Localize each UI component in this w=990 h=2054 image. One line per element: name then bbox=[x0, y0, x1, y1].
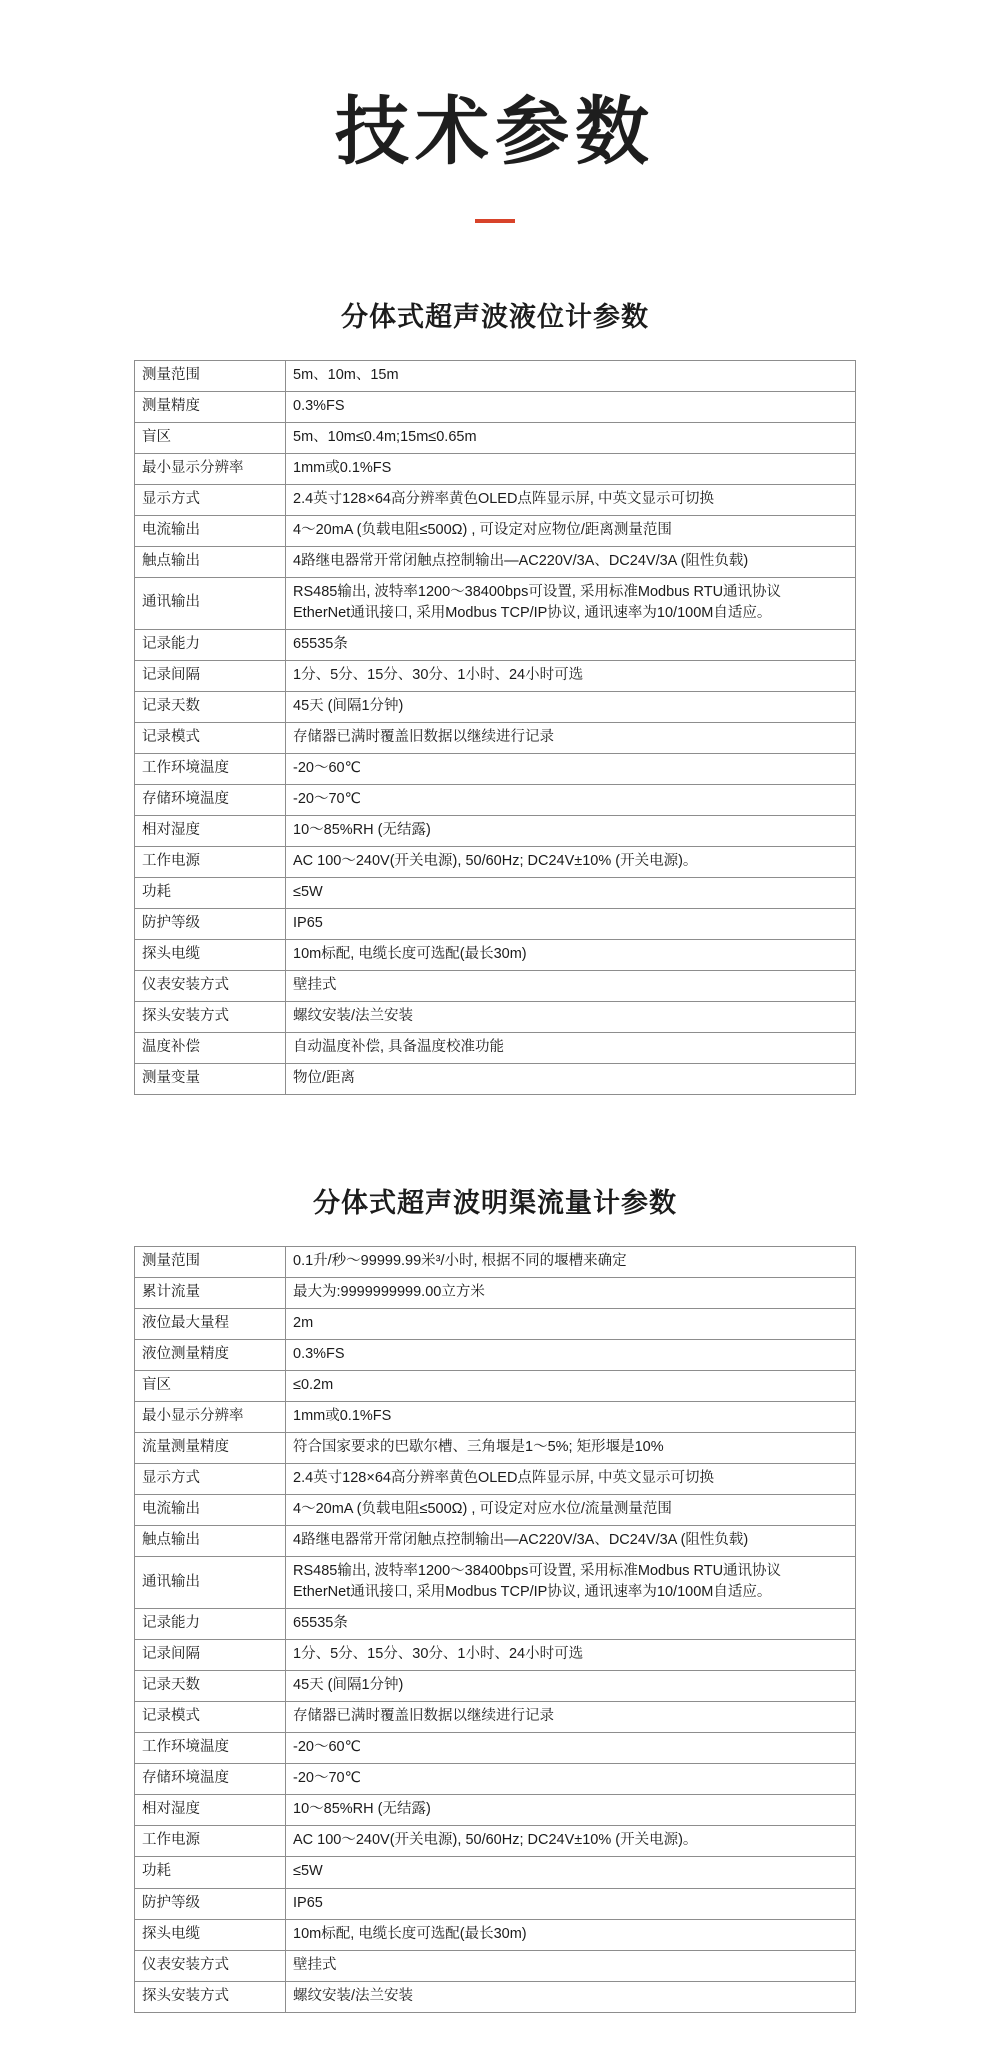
spec-value-line: 10m标配, 电缆长度可选配(最长30m) bbox=[293, 946, 527, 963]
table-row bbox=[135, 878, 856, 909]
spec-value-line: 存储器已满时覆盖旧数据以继续进行记录 bbox=[293, 728, 554, 745]
spec-key: 存储环境温度 bbox=[135, 785, 286, 816]
spec-key: 相对湿度 bbox=[135, 816, 286, 847]
table-row bbox=[135, 1919, 856, 1950]
spec-key: 液位测量精度 bbox=[135, 1340, 286, 1371]
table-row bbox=[135, 1340, 856, 1371]
spec-value bbox=[286, 660, 856, 691]
spec-value bbox=[286, 722, 856, 753]
section-title-flow-meter: 分体式超声波明渠流量计参数 bbox=[313, 1188, 677, 1219]
spec-key: 工作环境温度 bbox=[135, 1733, 286, 1764]
spec-value-line: 45天 (间隔1分钟) bbox=[293, 1677, 404, 1694]
spec-value bbox=[286, 1495, 856, 1526]
spec-value bbox=[286, 1033, 856, 1064]
spec-value bbox=[286, 940, 856, 971]
table-row bbox=[135, 816, 856, 847]
spec-value bbox=[286, 971, 856, 1002]
spec-value-line: 1mm或0.1%FS bbox=[293, 1408, 392, 1425]
spec-value-line: ≤5W bbox=[293, 1863, 323, 1880]
spec-key: 探头电缆 bbox=[135, 1919, 286, 1950]
table-row bbox=[135, 1671, 856, 1702]
spec-key: 测量范围 bbox=[135, 360, 286, 391]
spec-key: 显示方式 bbox=[135, 484, 286, 515]
table-row bbox=[135, 1950, 856, 1981]
spec-value bbox=[286, 1526, 856, 1557]
table-row bbox=[135, 754, 856, 785]
spec-value-line: 1分、5分、15分、30分、1小时、24小时可选 bbox=[293, 666, 584, 683]
spec-value bbox=[286, 754, 856, 785]
spec-value-line: 10～85%RH (无结露) bbox=[293, 1801, 431, 1818]
spec-table-flow-meter bbox=[134, 1246, 856, 2012]
spec-value bbox=[286, 1702, 856, 1733]
spec-key: 存储环境温度 bbox=[135, 1764, 286, 1795]
table-row bbox=[135, 422, 856, 453]
spec-value-line: 壁挂式 bbox=[293, 977, 337, 994]
table-row bbox=[135, 1495, 856, 1526]
spec-key: 盲区 bbox=[135, 422, 286, 453]
table-row bbox=[135, 1640, 856, 1671]
table-row bbox=[135, 1826, 856, 1857]
spec-value bbox=[286, 1764, 856, 1795]
spec-value-line: 最大为:9999999999.00立方米 bbox=[293, 1284, 485, 1301]
spec-value bbox=[286, 515, 856, 546]
spec-key: 记录天数 bbox=[135, 691, 286, 722]
table-row bbox=[135, 1981, 856, 2012]
spec-value-line: 45天 (间隔1分钟) bbox=[293, 697, 404, 714]
spec-value-line: 2.4英寸128×64高分辨率黄色OLED点阵显示屏, 中英文显示可切换 bbox=[293, 1470, 714, 1487]
spec-key: 工作电源 bbox=[135, 847, 286, 878]
spec-key: 电流输出 bbox=[135, 515, 286, 546]
spec-value bbox=[286, 691, 856, 722]
spec-value bbox=[286, 1857, 856, 1888]
spec-value-line: ≤5W bbox=[293, 884, 323, 901]
spec-value bbox=[286, 577, 856, 629]
table-row bbox=[135, 1064, 856, 1095]
spec-value-line: 存储器已满时覆盖旧数据以继续进行记录 bbox=[293, 1708, 554, 1725]
spec-value bbox=[286, 909, 856, 940]
spec-value bbox=[286, 1640, 856, 1671]
spec-value bbox=[286, 360, 856, 391]
table-row bbox=[135, 1733, 856, 1764]
page-title: 技术参数 bbox=[335, 90, 655, 173]
spec-value-line: 螺纹安装/法兰安装 bbox=[293, 1987, 414, 2004]
table-row bbox=[135, 1033, 856, 1064]
table-row bbox=[135, 360, 856, 391]
spec-value-line: AC 100～240V(开关电源), 50/60Hz; DC24V±10% (开关电源)。 bbox=[293, 1832, 698, 1849]
spec-key: 最小显示分辨率 bbox=[135, 453, 286, 484]
spec-value bbox=[286, 1278, 856, 1309]
table-row bbox=[135, 971, 856, 1002]
spec-value bbox=[286, 422, 856, 453]
spec-value-line: EtherNet通讯接口, 采用Modbus TCP/IP协议, 通讯速率为10/100M自适应。 bbox=[293, 604, 772, 621]
spec-value bbox=[286, 1826, 856, 1857]
spec-value bbox=[286, 1981, 856, 2012]
spec-value bbox=[286, 1064, 856, 1095]
table-row bbox=[135, 1247, 856, 1278]
spec-value bbox=[286, 1671, 856, 1702]
spec-value-line: -20～70℃ bbox=[293, 791, 361, 808]
spec-key: 触点输出 bbox=[135, 1526, 286, 1557]
spec-key: 电流输出 bbox=[135, 1495, 286, 1526]
table-row bbox=[135, 1557, 856, 1609]
spec-value-line: 5m、10m≤0.4m;15m≤0.65m bbox=[293, 428, 477, 445]
spec-key: 记录间隔 bbox=[135, 1640, 286, 1671]
spec-value bbox=[286, 1247, 856, 1278]
spec-key: 功耗 bbox=[135, 1857, 286, 1888]
table-row bbox=[135, 1609, 856, 1640]
spec-value-line: -20～60℃ bbox=[293, 1739, 361, 1756]
spec-value-line: -20～60℃ bbox=[293, 760, 361, 776]
spec-key: 记录模式 bbox=[135, 1702, 286, 1733]
spec-table-level-meter bbox=[134, 360, 856, 1095]
spec-value bbox=[286, 878, 856, 909]
spec-value bbox=[286, 1950, 856, 1981]
spec-value-line: RS485输出, 波特率1200～38400bps可设置, 采用标准Modbus RTU通讯协议 bbox=[293, 583, 782, 600]
table-row bbox=[135, 1888, 856, 1919]
spec-value-line: 4～20mA (负载电阻≤500Ω) , 可设定对应水位/流量测量范围 bbox=[293, 1501, 672, 1518]
table-row bbox=[135, 515, 856, 546]
spec-key: 记录能力 bbox=[135, 1609, 286, 1640]
table-row bbox=[135, 453, 856, 484]
table-row bbox=[135, 940, 856, 971]
table-row bbox=[135, 1371, 856, 1402]
spec-key: 工作电源 bbox=[135, 1826, 286, 1857]
table-row bbox=[135, 1857, 856, 1888]
spec-value bbox=[286, 484, 856, 515]
table-row bbox=[135, 1464, 856, 1495]
spec-value bbox=[286, 1888, 856, 1919]
spec-value bbox=[286, 1002, 856, 1033]
table-row bbox=[135, 1402, 856, 1433]
table-row bbox=[135, 660, 856, 691]
spec-key: 测量精度 bbox=[135, 391, 286, 422]
spec-table-body-level-meter bbox=[135, 360, 856, 1094]
spec-key: 记录模式 bbox=[135, 722, 286, 753]
spec-value-line: 10～85%RH (无结露) bbox=[293, 822, 431, 839]
spec-value bbox=[286, 785, 856, 816]
spacer-top bbox=[0, 223, 990, 295]
spec-value-line: AC 100～240V(开关电源), 50/60Hz; DC24V±10% (开关电源)。 bbox=[293, 853, 698, 870]
spec-key: 相对湿度 bbox=[135, 1795, 286, 1826]
spec-key: 流量测量精度 bbox=[135, 1433, 286, 1464]
spec-table-wrap-flow-meter bbox=[134, 1246, 856, 2012]
spec-key: 仪表安装方式 bbox=[135, 971, 286, 1002]
spec-value-line: 5m、10m、15m bbox=[293, 366, 399, 383]
spec-value-line: ≤0.2m bbox=[293, 1377, 334, 1394]
table-row bbox=[135, 722, 856, 753]
spec-key: 通讯输出 bbox=[135, 577, 286, 629]
spec-value-line: 65535条 bbox=[293, 635, 348, 652]
spec-value-line: 自动温度补偿, 具备温度校准功能 bbox=[293, 1039, 505, 1056]
spec-key: 探头电缆 bbox=[135, 940, 286, 971]
spec-key: 触点输出 bbox=[135, 546, 286, 577]
table-row bbox=[135, 1702, 856, 1733]
table-row bbox=[135, 909, 856, 940]
spec-value bbox=[286, 1464, 856, 1495]
spec-value bbox=[286, 1433, 856, 1464]
spacer-between-sections bbox=[0, 1095, 990, 1181]
spec-key: 测量变量 bbox=[135, 1064, 286, 1095]
spacer-title-table-1 bbox=[0, 334, 990, 360]
table-row bbox=[135, 484, 856, 515]
spec-value bbox=[286, 391, 856, 422]
spec-value bbox=[286, 453, 856, 484]
spec-value bbox=[286, 816, 856, 847]
spec-value-line: 1mm或0.1%FS bbox=[293, 459, 392, 476]
table-row bbox=[135, 785, 856, 816]
spec-value bbox=[286, 1733, 856, 1764]
spacer-title-table-2 bbox=[0, 1220, 990, 1246]
table-row bbox=[135, 1764, 856, 1795]
table-row bbox=[135, 1433, 856, 1464]
section-level-meter bbox=[0, 295, 990, 1095]
spec-value-line: 2.4英寸128×64高分辨率黄色OLED点阵显示屏, 中英文显示可切换 bbox=[293, 490, 714, 507]
spec-value-line: IP65 bbox=[293, 1894, 323, 1911]
spec-key: 探头安装方式 bbox=[135, 1981, 286, 2012]
spec-key: 记录间隔 bbox=[135, 660, 286, 691]
spec-key: 防护等级 bbox=[135, 1888, 286, 1919]
spec-table-wrap-level-meter bbox=[134, 360, 856, 1095]
spec-value bbox=[286, 847, 856, 878]
spec-key: 累计流量 bbox=[135, 1278, 286, 1309]
table-row bbox=[135, 1309, 856, 1340]
table-row bbox=[135, 391, 856, 422]
table-row bbox=[135, 577, 856, 629]
spec-key: 温度补偿 bbox=[135, 1033, 286, 1064]
spec-key: 液位最大量程 bbox=[135, 1309, 286, 1340]
spec-key: 通讯输出 bbox=[135, 1557, 286, 1609]
spec-value-line: EtherNet通讯接口, 采用Modbus TCP/IP协议, 通讯速率为10/100M自适应。 bbox=[293, 1584, 772, 1601]
spec-key: 测量范围 bbox=[135, 1247, 286, 1278]
spec-value-line: 0.3%FS bbox=[293, 1346, 345, 1363]
spec-value-line: 4路继电器常开常闭触点控制输出—AC220V/3A、DC24V/3A (阻性负载) bbox=[293, 552, 749, 569]
spec-key: 显示方式 bbox=[135, 1464, 286, 1495]
table-row bbox=[135, 1795, 856, 1826]
spec-value bbox=[286, 1309, 856, 1340]
section-title-level-meter: 分体式超声波液位计参数 bbox=[341, 301, 649, 332]
spec-key: 最小显示分辨率 bbox=[135, 1402, 286, 1433]
spec-key: 工作环境温度 bbox=[135, 754, 286, 785]
table-row bbox=[135, 1278, 856, 1309]
table-row bbox=[135, 847, 856, 878]
spec-value-line: 10m标配, 电缆长度可选配(最长30m) bbox=[293, 1925, 527, 1942]
spec-value-line: 壁挂式 bbox=[293, 1956, 337, 1973]
spec-value-line: -20～70℃ bbox=[293, 1770, 361, 1787]
spec-key: 记录能力 bbox=[135, 629, 286, 660]
spec-value bbox=[286, 629, 856, 660]
spec-value bbox=[286, 1795, 856, 1826]
spec-key: 记录天数 bbox=[135, 1671, 286, 1702]
spec-value bbox=[286, 1371, 856, 1402]
table-row bbox=[135, 546, 856, 577]
spec-value bbox=[286, 1402, 856, 1433]
table-row bbox=[135, 629, 856, 660]
spec-value bbox=[286, 1609, 856, 1640]
spec-key: 防护等级 bbox=[135, 909, 286, 940]
spec-key: 仪表安装方式 bbox=[135, 1950, 286, 1981]
spec-value-line: 65535条 bbox=[293, 1615, 348, 1632]
spec-value-line: RS485输出, 波特率1200～38400bps可设置, 采用标准Modbus RTU通讯协议 bbox=[293, 1563, 782, 1580]
spec-value-line: 符合国家要求的巴歇尔槽、三角堰是1～5%; 矩形堰是10% bbox=[293, 1439, 664, 1456]
spec-value-line: 4路继电器常开常闭触点控制输出—AC220V/3A、DC24V/3A (阻性负载) bbox=[293, 1532, 749, 1549]
spec-value-line: 0.1升/秒～99999.99米³/小时, 根据不同的堰槽来确定 bbox=[293, 1253, 627, 1270]
table-row bbox=[135, 1526, 856, 1557]
spec-value-line: 螺纹安装/法兰安装 bbox=[293, 1008, 414, 1025]
spec-value bbox=[286, 546, 856, 577]
spacer-bottom bbox=[0, 2013, 990, 2037]
spec-value bbox=[286, 1919, 856, 1950]
spec-value-line: IP65 bbox=[293, 915, 323, 932]
spec-key: 探头安装方式 bbox=[135, 1002, 286, 1033]
table-row bbox=[135, 1002, 856, 1033]
spec-value-line: 物位/距离 bbox=[293, 1070, 356, 1087]
spec-value bbox=[286, 1557, 856, 1609]
spec-key: 功耗 bbox=[135, 878, 286, 909]
spec-key: 盲区 bbox=[135, 1371, 286, 1402]
spec-value-line: 2m bbox=[293, 1315, 314, 1332]
spec-value-line: 4～20mA (负载电阻≤500Ω) , 可设定对应物位/距离测量范围 bbox=[293, 521, 672, 538]
section-flow-meter bbox=[0, 1181, 990, 2012]
table-row bbox=[135, 691, 856, 722]
spec-value-line: 0.3%FS bbox=[293, 397, 345, 414]
spec-table-body-flow-meter bbox=[135, 1247, 856, 2012]
spec-value bbox=[286, 1340, 856, 1371]
spec-value-line: 1分、5分、15分、30分、1小时、24小时可选 bbox=[293, 1646, 584, 1663]
